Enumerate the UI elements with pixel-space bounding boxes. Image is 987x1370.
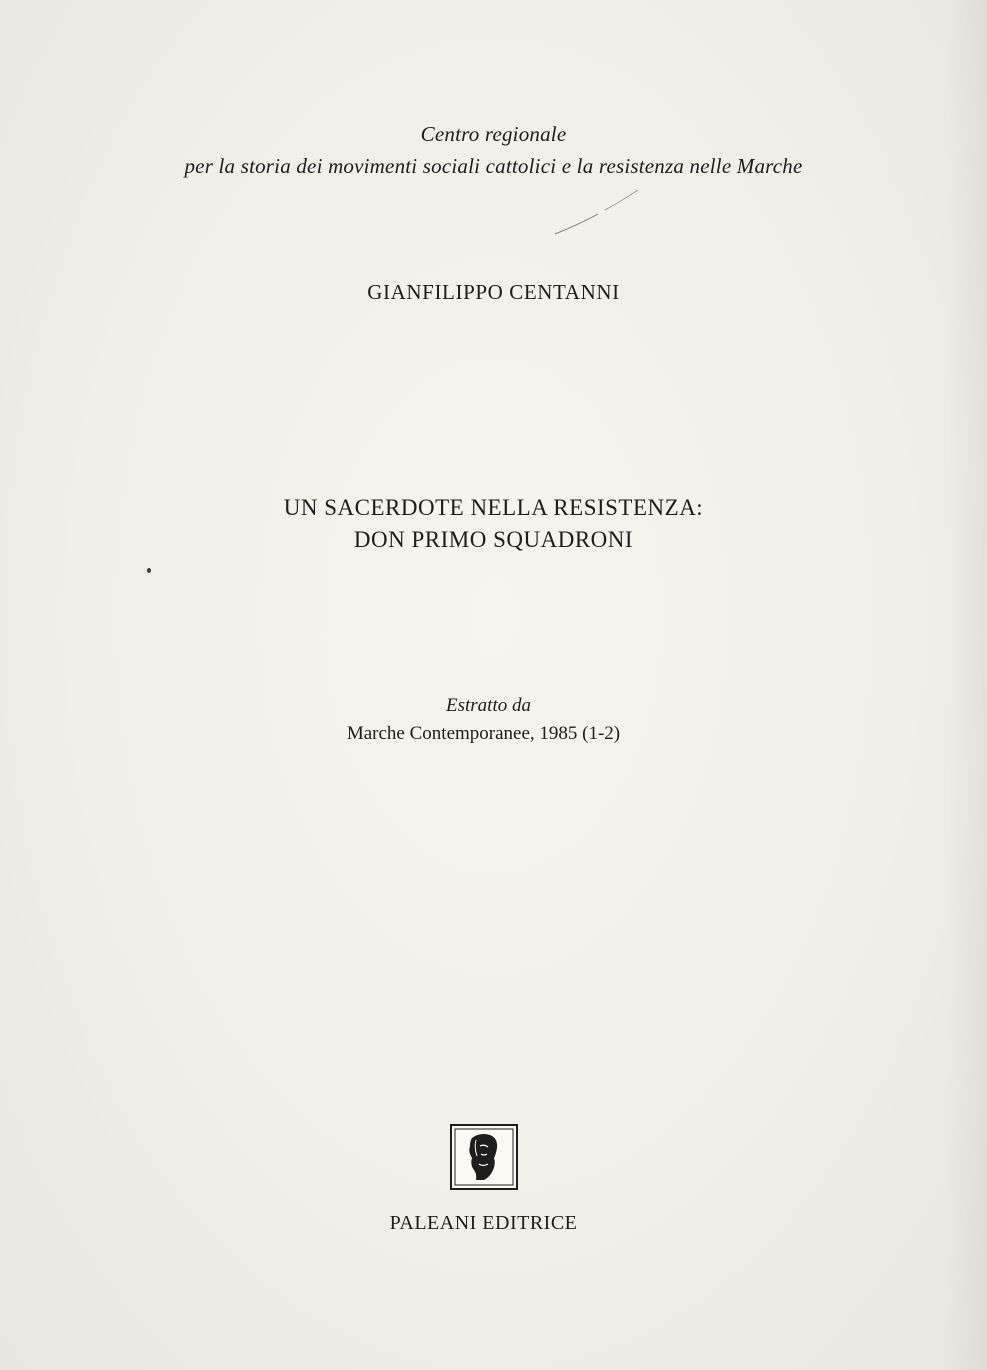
classical-head-emblem-icon	[450, 1124, 518, 1190]
source-journal: Marche Contemporanee, 1985 (1-2)	[346, 723, 621, 744]
institution-line-1: Centro regionale	[420, 122, 567, 146]
book-title	[0, 492, 987, 556]
book-title-line-1: UN SACERDOTE NELLA RESISTENZA:	[283, 495, 704, 520]
page-edge-shadow	[947, 0, 987, 1370]
source-reference	[0, 692, 967, 748]
ink-speck	[147, 568, 151, 573]
source-lead: Estratto da	[446, 695, 531, 716]
institution-heading	[0, 118, 987, 182]
publisher-name: PALEANI EDITRICE	[389, 1212, 578, 1234]
book-title-line-2: DON PRIMO SQUADRONI	[353, 527, 634, 552]
institution-line-2: per la storia dei movimenti sociali cattolici e la resistenza nelle Marche	[184, 154, 803, 178]
pen-stroke-mark	[550, 188, 650, 238]
author-name: GIANFILIPPO CENTANNI	[367, 280, 620, 304]
